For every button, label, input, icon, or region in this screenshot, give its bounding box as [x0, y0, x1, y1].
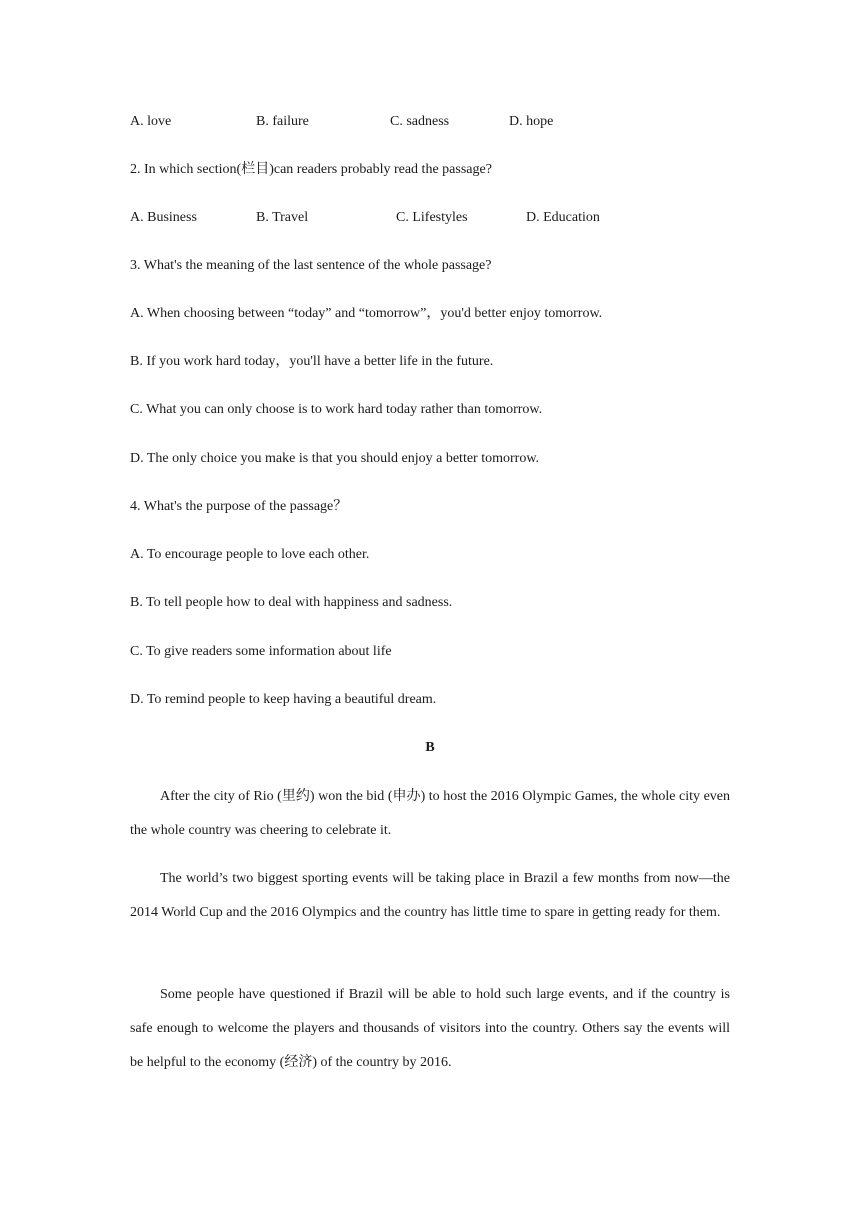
q1-option-a: A. love [130, 114, 172, 129]
section-b-paragraph-3: Some people have questioned if Brazil will be able to hold such large events, and if the country is safe enough to welcome the players and thousands of visitors into the country. Others say the events will be helpful to the economy (经济) of the country by 2016. [130, 987, 730, 1070]
q2-option-c: C. Lifestyles [396, 210, 468, 225]
q4-option-b: B. To tell people how to deal with happiness and sadness. [130, 595, 453, 610]
q1-option-c: C. sadness [390, 114, 450, 129]
q4-option-a: A. To encourage people to love each other. [130, 547, 370, 562]
q3-option-d: D. The only choice you make is that you should enjoy a better tomorrow. [130, 451, 540, 466]
section-b-paragraph-2: The world’s two biggest sporting events will be taking place in Brazil a few months from now—the 2014 World Cup and the 2016 Olympics and the country has little time to spare in getting ready for them. [130, 871, 730, 920]
q1-option-b: B. failure [256, 114, 309, 129]
q2-question: 2. In which section(栏目)can readers probably read the passage? [130, 162, 492, 177]
q1-option-d: D. hope [509, 114, 554, 129]
q3-option-b: B. If you work hard today，you'll have a better life in the future. [130, 354, 494, 369]
section-b-heading: B [425, 740, 435, 755]
q3-option-c: C. What you can only choose is to work hard today rather than tomorrow. [130, 402, 543, 417]
section-b-paragraph-1: After the city of Rio (里约) won the bid (申办) to host the 2016 Olympic Games, the whole city even the whole country was cheering to celebrate it. [130, 789, 730, 838]
q3-question: 3. What's the meaning of the last sentence of the whole passage? [130, 258, 492, 273]
q2-option-a: A. Business [130, 210, 197, 225]
q2-option-b: B. Travel [256, 210, 309, 225]
q4-option-d: D. To remind people to keep having a beautiful dream. [130, 692, 437, 707]
q3-option-a: A. When choosing between “today” and “tomorrow”，you'd better enjoy tomorrow. [130, 306, 603, 321]
q4-question: 4. What's the purpose of the passage？ [130, 499, 348, 514]
q4-option-c: C. To give readers some information about life [130, 644, 392, 659]
q2-option-d: D. Education [526, 210, 600, 225]
